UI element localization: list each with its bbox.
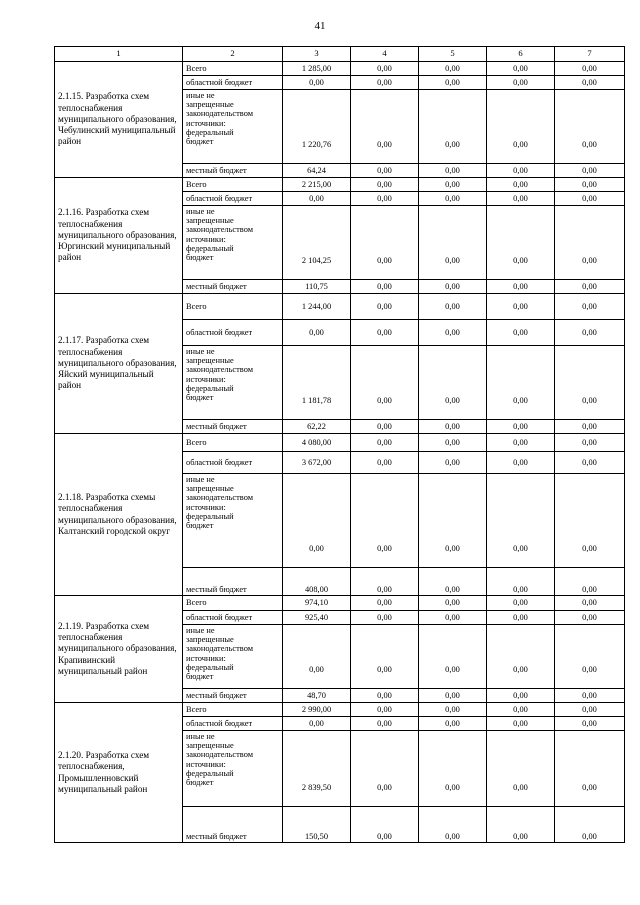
- source-label: местный бюджет: [183, 689, 283, 703]
- program-name: 2.1.18. Разработка схемы теплоснабжения муниципального образования, Калтанский городской округ: [55, 434, 183, 596]
- source-label: иные не запрещенные законодательством источники: федеральный бюджет: [183, 346, 283, 420]
- program-name: 2.1.19. Разработка схем теплоснабжения муниципального образования, Крапивинский муниципальный район: [55, 596, 183, 703]
- source-label: Всего: [183, 703, 283, 717]
- source-label: местный бюджет: [183, 807, 283, 843]
- amount-cell: 1 220,76: [283, 90, 351, 164]
- amount-cell: 0,00: [555, 346, 625, 420]
- amount-cell: 0,00: [555, 452, 625, 474]
- amount-cell: 925,40: [283, 611, 351, 625]
- amount-cell: 0,00: [487, 206, 555, 280]
- amount-cell: 2 104,25: [283, 206, 351, 280]
- amount-cell: 0,00: [487, 346, 555, 420]
- amount-cell: 0,00: [283, 76, 351, 90]
- amount-cell: 0,00: [351, 346, 419, 420]
- program-name: 2.1.15. Разработка схем теплоснабжения муниципального образования, Чебулинский муниципальный район: [55, 62, 183, 178]
- amount-cell: 0,00: [487, 62, 555, 76]
- amount-cell: 0,00: [351, 474, 419, 568]
- amount-cell: 0,00: [555, 568, 625, 596]
- source-label: местный бюджет: [183, 280, 283, 294]
- source-label: местный бюджет: [183, 164, 283, 178]
- amount-cell: 0,00: [351, 596, 419, 611]
- amount-cell: 0,00: [555, 611, 625, 625]
- source-label: Всего: [183, 62, 283, 76]
- source-label: местный бюджет: [183, 420, 283, 434]
- amount-cell: 0,00: [487, 611, 555, 625]
- budget-table: [54, 46, 625, 843]
- amount-cell: 0,00: [555, 717, 625, 731]
- amount-cell: 974,10: [283, 596, 351, 611]
- col-header: 5: [419, 47, 487, 62]
- amount-cell: 0,00: [419, 420, 487, 434]
- amount-cell: 0,00: [487, 474, 555, 568]
- amount-cell: 0,00: [419, 731, 487, 807]
- amount-cell: 0,00: [555, 90, 625, 164]
- amount-cell: 0,00: [487, 452, 555, 474]
- source-label: иные не запрещенные законодательством источники: федеральный бюджет: [183, 731, 283, 807]
- amount-cell: 0,00: [419, 206, 487, 280]
- table-row: [55, 178, 625, 192]
- amount-cell: 0,00: [419, 280, 487, 294]
- amount-cell: 0,00: [555, 294, 625, 320]
- amount-cell: 0,00: [351, 568, 419, 596]
- amount-cell: 0,00: [419, 434, 487, 452]
- source-label: Всего: [183, 294, 283, 320]
- table-row: [55, 703, 625, 717]
- amount-cell: 0,00: [419, 474, 487, 568]
- amount-cell: 0,00: [283, 625, 351, 689]
- amount-cell: 0,00: [351, 434, 419, 452]
- amount-cell: 408,00: [283, 568, 351, 596]
- amount-cell: 0,00: [487, 164, 555, 178]
- amount-cell: 0,00: [351, 206, 419, 280]
- source-label: областной бюджет: [183, 320, 283, 346]
- amount-cell: 0,00: [351, 452, 419, 474]
- amount-cell: 0,00: [487, 420, 555, 434]
- amount-cell: 3 672,00: [283, 452, 351, 474]
- amount-cell: 2 990,00: [283, 703, 351, 717]
- amount-cell: 0,00: [351, 90, 419, 164]
- amount-cell: 0,00: [351, 807, 419, 843]
- amount-cell: 0,00: [351, 76, 419, 90]
- program-name: 2.1.17. Разработка схем теплоснабжения муниципального образования, Яйский муниципальный район: [55, 294, 183, 434]
- col-header: 6: [487, 47, 555, 62]
- page-number: 41: [314, 20, 326, 32]
- col-header: 3: [283, 47, 351, 62]
- amount-cell: 0,00: [419, 178, 487, 192]
- amount-cell: 0,00: [419, 62, 487, 76]
- amount-cell: 0,00: [555, 206, 625, 280]
- source-label: Всего: [183, 434, 283, 452]
- amount-cell: 0,00: [487, 717, 555, 731]
- source-label: иные не запрещенные законодательством источники: федеральный бюджет: [183, 474, 283, 568]
- amount-cell: 0,00: [283, 717, 351, 731]
- program-name: 2.1.20. Разработка схем теплоснабжения, Промышленновский муниципальный район: [55, 703, 183, 843]
- amount-cell: 0,00: [487, 568, 555, 596]
- source-label: иные не запрещенные законодательством источники: федеральный бюджет: [183, 206, 283, 280]
- amount-cell: 0,00: [487, 807, 555, 843]
- amount-cell: 0,00: [555, 689, 625, 703]
- table-row: [55, 596, 625, 611]
- amount-cell: 0,00: [487, 90, 555, 164]
- amount-cell: 0,00: [419, 192, 487, 206]
- amount-cell: 0,00: [351, 611, 419, 625]
- amount-cell: 0,00: [487, 703, 555, 717]
- amount-cell: 0,00: [419, 625, 487, 689]
- amount-cell: 0,00: [351, 62, 419, 76]
- amount-cell: 0,00: [419, 596, 487, 611]
- amount-cell: 0,00: [351, 703, 419, 717]
- amount-cell: 0,00: [555, 76, 625, 90]
- col-header: 4: [351, 47, 419, 62]
- amount-cell: 0,00: [487, 76, 555, 90]
- amount-cell: 0,00: [351, 625, 419, 689]
- amount-cell: 48,70: [283, 689, 351, 703]
- source-label: местный бюджет: [183, 568, 283, 596]
- amount-cell: 1 244,00: [283, 294, 351, 320]
- table-row: [55, 62, 625, 76]
- amount-cell: 0,00: [555, 474, 625, 568]
- amount-cell: 0,00: [351, 294, 419, 320]
- table-row: [55, 294, 625, 320]
- amount-cell: 0,00: [351, 717, 419, 731]
- table-row: [55, 434, 625, 452]
- amount-cell: 0,00: [555, 178, 625, 192]
- amount-cell: 110,75: [283, 280, 351, 294]
- amount-cell: 0,00: [419, 717, 487, 731]
- header-row: [55, 47, 625, 62]
- amount-cell: 0,00: [555, 420, 625, 434]
- amount-cell: 0,00: [419, 294, 487, 320]
- amount-cell: 0,00: [283, 320, 351, 346]
- amount-cell: 0,00: [419, 164, 487, 178]
- source-label: областной бюджет: [183, 611, 283, 625]
- amount-cell: 0,00: [419, 346, 487, 420]
- source-label: областной бюджет: [183, 76, 283, 90]
- amount-cell: 64,24: [283, 164, 351, 178]
- amount-cell: 0,00: [555, 731, 625, 807]
- amount-cell: 0,00: [419, 611, 487, 625]
- amount-cell: 0,00: [555, 807, 625, 843]
- source-label: областной бюджет: [183, 717, 283, 731]
- amount-cell: 0,00: [487, 596, 555, 611]
- amount-cell: 0,00: [555, 192, 625, 206]
- amount-cell: 150,50: [283, 807, 351, 843]
- amount-cell: 0,00: [487, 178, 555, 192]
- col-header: 7: [555, 47, 625, 62]
- amount-cell: 0,00: [487, 731, 555, 807]
- amount-cell: 0,00: [419, 76, 487, 90]
- source-label: иные не запрещенные законодательством источники: федеральный бюджет: [183, 90, 283, 164]
- amount-cell: 0,00: [351, 731, 419, 807]
- amount-cell: 0,00: [351, 164, 419, 178]
- amount-cell: 0,00: [351, 420, 419, 434]
- amount-cell: 0,00: [555, 596, 625, 611]
- amount-cell: 0,00: [283, 474, 351, 568]
- col-header: 2: [183, 47, 283, 62]
- amount-cell: 0,00: [283, 192, 351, 206]
- amount-cell: 0,00: [351, 320, 419, 346]
- amount-cell: 1 285,00: [283, 62, 351, 76]
- amount-cell: 2 215,00: [283, 178, 351, 192]
- amount-cell: 0,00: [555, 320, 625, 346]
- col-header: 1: [55, 47, 183, 62]
- amount-cell: 0,00: [419, 452, 487, 474]
- amount-cell: 0,00: [555, 434, 625, 452]
- amount-cell: 2 839,50: [283, 731, 351, 807]
- amount-cell: 0,00: [351, 192, 419, 206]
- amount-cell: 0,00: [555, 280, 625, 294]
- amount-cell: 0,00: [419, 90, 487, 164]
- amount-cell: 0,00: [555, 703, 625, 717]
- source-label: Всего: [183, 596, 283, 611]
- amount-cell: 0,00: [487, 280, 555, 294]
- amount-cell: 4 080,00: [283, 434, 351, 452]
- source-label: Всего: [183, 178, 283, 192]
- amount-cell: 0,00: [487, 294, 555, 320]
- amount-cell: 1 181,78: [283, 346, 351, 420]
- amount-cell: 0,00: [555, 62, 625, 76]
- amount-cell: 0,00: [487, 625, 555, 689]
- amount-cell: 0,00: [555, 625, 625, 689]
- amount-cell: 0,00: [487, 320, 555, 346]
- amount-cell: 0,00: [351, 280, 419, 294]
- amount-cell: 0,00: [419, 807, 487, 843]
- amount-cell: 0,00: [419, 703, 487, 717]
- amount-cell: 0,00: [487, 434, 555, 452]
- source-label: областной бюджет: [183, 452, 283, 474]
- amount-cell: 0,00: [351, 178, 419, 192]
- amount-cell: 0,00: [555, 164, 625, 178]
- amount-cell: 0,00: [419, 320, 487, 346]
- amount-cell: 0,00: [419, 568, 487, 596]
- program-name: 2.1.16. Разработка схем теплоснабжения муниципального образования, Юргинский муниципальный район: [55, 178, 183, 294]
- amount-cell: 0,00: [487, 192, 555, 206]
- amount-cell: 0,00: [419, 689, 487, 703]
- amount-cell: 62,22: [283, 420, 351, 434]
- source-label: областной бюджет: [183, 192, 283, 206]
- amount-cell: 0,00: [487, 689, 555, 703]
- source-label: иные не запрещенные законодательством источники: федеральный бюджет: [183, 625, 283, 689]
- amount-cell: 0,00: [351, 689, 419, 703]
